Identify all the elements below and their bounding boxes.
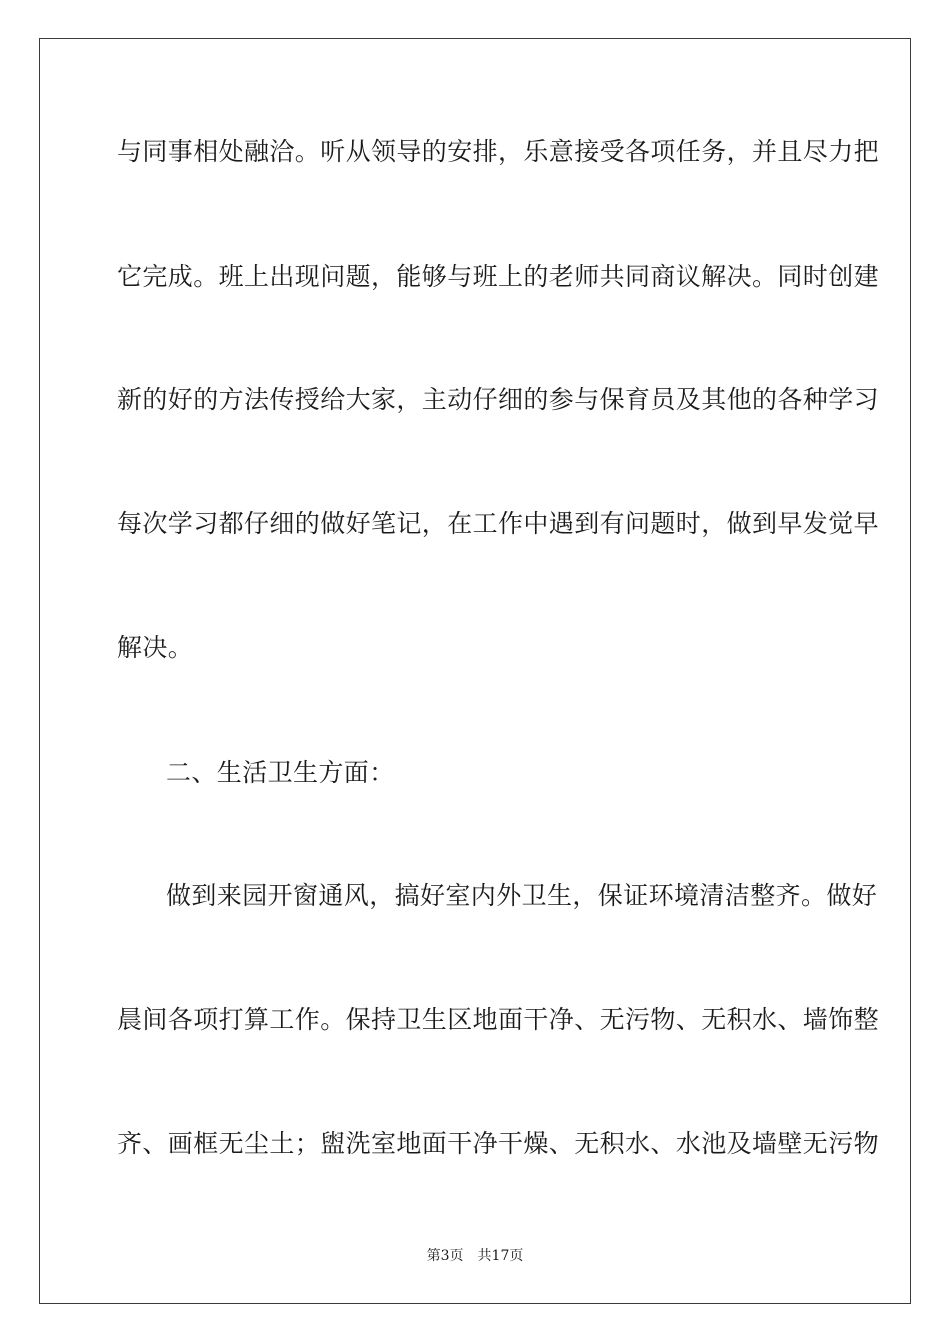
- page-total: 共17页: [477, 1248, 524, 1264]
- page-footer: [0, 1247, 950, 1265]
- text-line-4: 每次学习都仔细的做好笔记，在工作中遇到有问题时，做到早发觉早: [117, 509, 880, 538]
- section-heading: 二、生活卫生方面：: [166, 758, 395, 787]
- text-line-5: 解决。: [117, 633, 194, 662]
- text-line-8: 晨间各项打算工作。保持卫生区地面干净、无污物、无积水、墙饰整: [117, 1005, 880, 1034]
- text-line-3: 新的好的方法传授给大家，主动仔细的参与保育员及其他的各种学习: [117, 385, 880, 414]
- page-number: 第3页: [426, 1248, 464, 1264]
- text-line-9: 齐、画框无尘土；盥洗室地面干净干燥、无积水、水池及墙壁无污物: [117, 1129, 880, 1158]
- text-line-2: 它完成。班上出现问题，能够与班上的老师共同商议解决。同时创建: [117, 262, 880, 291]
- text-line-7: 做到来园开窗通风，搞好室内外卫生，保证环境清洁整齐。做好: [166, 881, 878, 910]
- page-frame: [39, 38, 911, 1304]
- text-line-1: 与同事相处融洽。听从领导的安排，乐意接受各项任务，并且尽力把: [117, 137, 880, 166]
